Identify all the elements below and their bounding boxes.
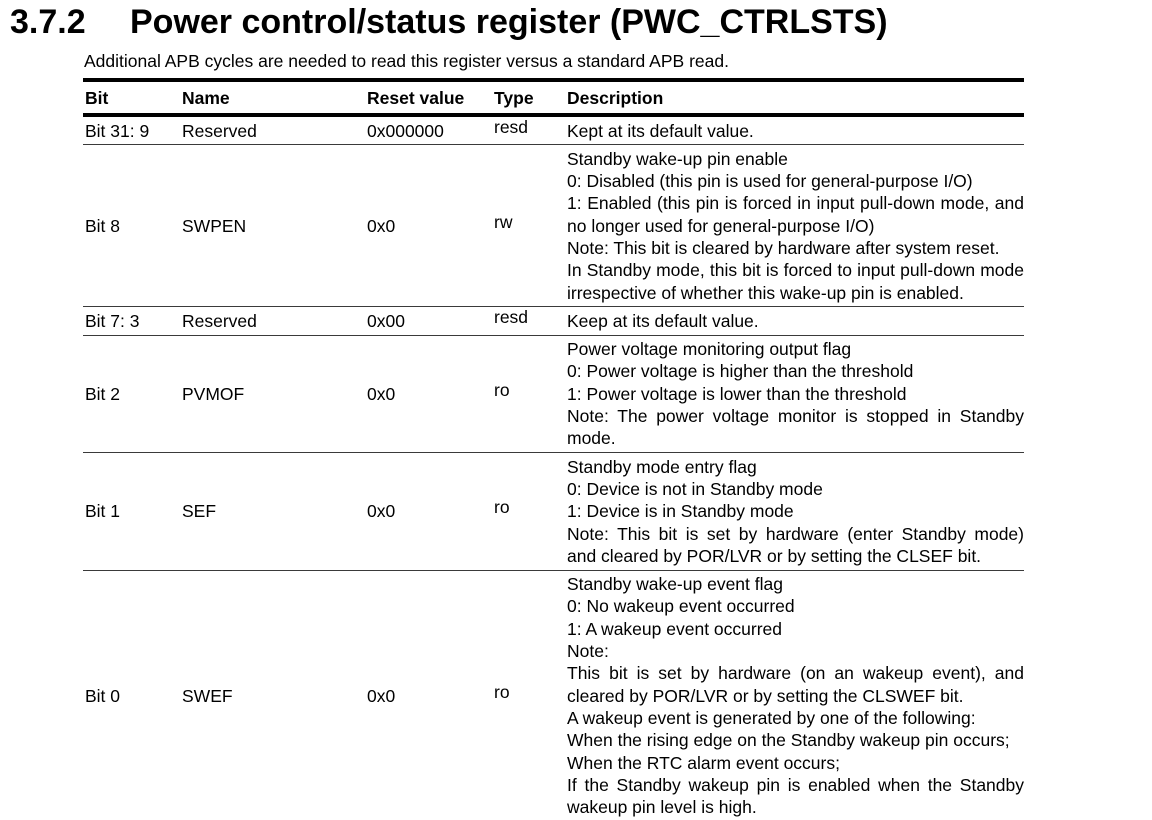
desc-paragraph: Keep at its default value. [567,310,759,331]
type-cell [492,335,565,452]
type-cell [492,453,565,570]
section-heading [0,0,1152,41]
type-value: ro [494,379,510,400]
type-cell [492,570,565,820]
type-value: rw [494,211,513,232]
type-cell [492,307,565,335]
desc-paragraph: Kept at its default value. [567,120,754,141]
name-cell: PVMOF [182,383,245,404]
desc-paragraph: A wakeup event is generated by one of the following: [567,707,976,728]
desc-paragraph: Standby wake-up event flag [567,574,783,595]
desc-paragraph: Standby mode entry flag [567,456,757,477]
desc-paragraph: Standby wake-up pin enable [567,148,788,169]
bit-cell: Bit 31: 9 [85,120,150,141]
column-header-name: Name [182,88,230,108]
bit-cell: Bit 8 [85,215,121,236]
desc-paragraph: 1: Power voltage is lower than the threshold [567,383,907,404]
desc-paragraph: 1: Device is in Standby mode [567,501,794,522]
desc-paragraph: When the RTC alarm event occurs; [567,752,840,773]
table-header-row [83,80,1024,115]
table-row [83,453,1024,570]
name-cell: SWEF [182,685,233,706]
description-cell [565,145,1024,307]
intro-paragraph: Additional APB cycles are needed to read this register versus a standard APB read. [84,51,729,71]
reset-value-cell: 0x0 [367,215,396,236]
desc-paragraph: 0: Disabled (this pin is used for general-purpose I/O) [567,171,973,192]
page-title: Power control/status register (PWC_CTRLSTS) [130,3,888,41]
column-header-type: Type [494,88,534,108]
description-cell [565,115,1024,145]
desc-paragraph: 0: Device is not in Standby mode [567,478,823,499]
type-value: resd [494,116,529,137]
name-cell: SWPEN [182,215,247,236]
desc-paragraph: 0: Power voltage is higher than the threshold [567,361,914,382]
column-header-reset-value: Reset value [367,88,465,108]
desc-paragraph: Note: [567,641,609,662]
type-value: ro [494,497,510,518]
desc-paragraph: Note: This bit is set by hardware (enter Standby mode) and cleared by POR/LVR or by setting the CLSEF bit. [567,523,1024,566]
desc-paragraph: Note: The power voltage monitor is stopped in Standby mode. [567,406,1024,449]
column-header-description: Description [567,88,664,108]
desc-paragraph: In Standby mode, this bit is forced to input pull-down mode irrespective of whether this wake-up pin is enabled. [567,260,1024,303]
bit-cell: Bit 0 [85,685,121,706]
column-header-bit: Bit [85,88,109,108]
reset-value-cell: 0x000000 [367,120,444,141]
desc-paragraph: This bit is set by hardware (on an wakeup event), and cleared by POR/LVR or by setting the CLSWEF bit. [567,663,1024,706]
desc-paragraph: Power voltage monitoring output flag [567,339,852,360]
bit-cell: Bit 7: 3 [85,310,140,331]
desc-paragraph: 0: No wakeup event occurred [567,596,795,617]
description-cell [565,453,1024,570]
type-value: resd [494,306,529,327]
description-cell [565,307,1024,335]
name-cell: SEF [182,501,217,522]
reset-value-cell: 0x00 [367,310,405,331]
register-table [83,78,1024,820]
desc-paragraph: Note: This bit is cleared by hardware after system reset. [567,237,1000,258]
bit-cell: Bit 2 [85,383,121,404]
table-row [83,145,1024,307]
reset-value-cell: 0x0 [367,383,396,404]
name-cell: Reserved [182,120,257,141]
bit-cell: Bit 1 [85,501,121,522]
section-number: 3.7.2 [10,3,86,41]
reset-value-cell: 0x0 [367,501,396,522]
desc-paragraph: If the Standby wakeup pin is enabled when the Standby wakeup pin level is high. [567,774,1024,818]
table-row [83,307,1024,335]
name-cell: Reserved [182,310,257,331]
description-cell [565,570,1024,820]
desc-paragraph: 1: Enabled (this pin is forced in input pull-down mode, and no longer used for general-purpose I/O) [567,193,1024,236]
table-row [83,570,1024,820]
table-row [83,115,1024,145]
type-value: ro [494,681,510,702]
table-header [83,80,1024,115]
type-cell [492,145,565,307]
table-row [83,335,1024,452]
desc-paragraph: 1: A wakeup event occurred [567,618,782,639]
reset-value-cell: 0x0 [367,685,396,706]
desc-paragraph: When the rising edge on the Standby wakeup pin occurs; [567,730,1010,751]
description-cell [565,335,1024,452]
type-cell [492,115,565,145]
